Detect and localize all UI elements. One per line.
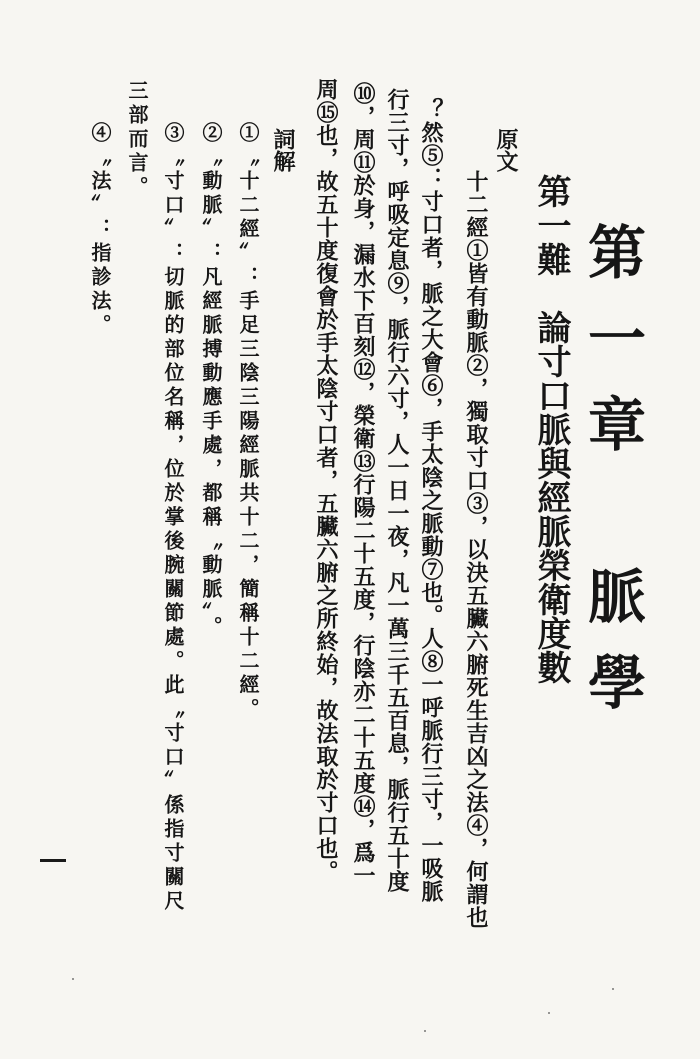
page-number [40, 859, 66, 862]
original-text-column: 行三寸，呼吸定息⑨，脈行六寸，人一日一夜，凡一萬三千五百息，脈行五十度 [384, 88, 410, 893]
page-number-text [40, 851, 41, 852]
original-text-heading: 原文 [493, 128, 519, 172]
notes-heading: 詞解 [270, 128, 296, 172]
note-item: ④〝法〞：指診法。 [88, 122, 112, 338]
paper-speck [548, 1012, 550, 1014]
note-item: ②〝動脈〞：凡經脈搏動應手處，都稱〝動脈〞。 [199, 122, 223, 640]
original-text-column: 周⑮也，故五十度復會於手太陰寸口者，五臟六腑之所終始，故法取於寸口也。 [313, 78, 339, 883]
section-title: 第一難 論寸口脈與經脈榮衛度數 [531, 174, 571, 684]
note-item: ①〝十二經〞：手足三陰三陽經脈共十二，簡稱十二經。 [236, 122, 260, 722]
original-text-column: ？然⑤：寸口者，脈之大會⑥，手太陰之脈動⑦也。人⑧一呼脈行三寸，一吸脈 [418, 98, 444, 903]
note-item: 三部而言。 [125, 80, 149, 200]
paper-speck [612, 988, 614, 990]
paper-speck [72, 978, 74, 980]
chapter-title: 第一章 脈學 [578, 222, 646, 738]
original-text-column: ⑩，周⑪於身，漏水下百刻⑫，榮衛⑬行陽二十五度，行陰亦二十五度⑭，爲一 [350, 82, 376, 887]
paper-speck [424, 1030, 426, 1032]
note-item: ③〝寸口〞：切脈的部位名稱，位於掌後腕關節處。此〝寸口〞係指寸關尺 [161, 122, 185, 914]
original-text-column: 十二經①皆有動脈②，獨取寸口③，以決五臟六腑死生吉凶之法④，何謂也 [463, 170, 489, 929]
